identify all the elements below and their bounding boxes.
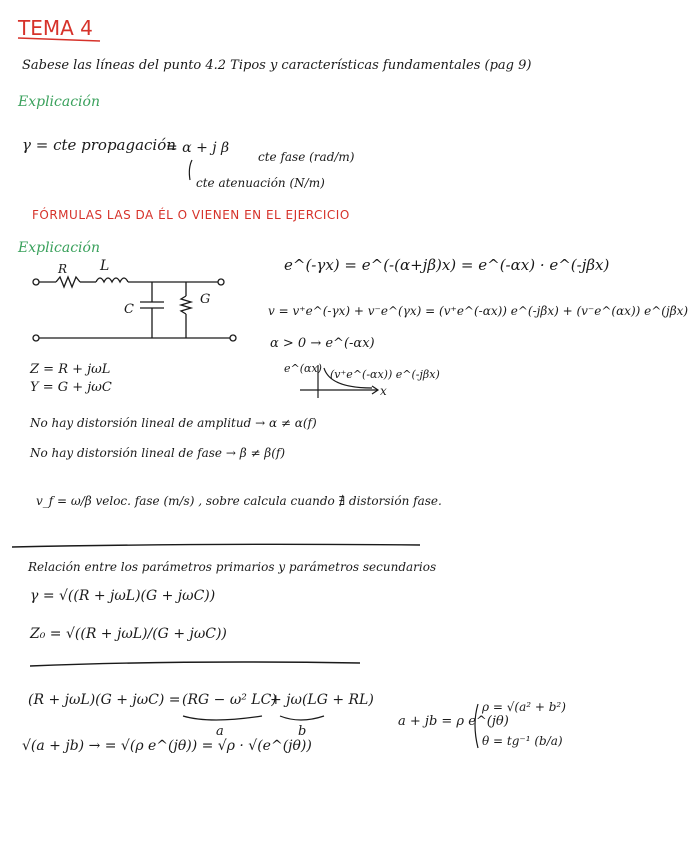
polar-form: a + jb = ρ e^(jθ) [398, 714, 509, 729]
theta-formula: θ = tg⁻¹ (b/a) [482, 734, 563, 748]
label-G: G [200, 292, 211, 307]
underbrace-a-label: a [216, 724, 224, 739]
intro-line: Sabese las líneas del punto 4.2 Tipos y características fundamentales (pag 9) [22, 58, 532, 73]
underbrace-b-label: b [298, 724, 307, 739]
explicacion-heading-2: Explicación [18, 240, 100, 256]
voltage-equation: v = v⁺e^(-γx) + v⁻e^(γx) = (v⁺e^(-αx)) e^(-jβx) + (v⁻e^(αx)) e^(jβx) [268, 304, 688, 318]
inductor-symbol [96, 278, 128, 282]
admittance-eq: Y = G + jωC [30, 380, 112, 395]
alpha-positive: α > 0 → e^(-αx) [270, 336, 375, 351]
expansion-imag: + jω(LG + RL) [270, 692, 374, 708]
gamma-definition: γ = cte propagación [22, 136, 176, 154]
conductance-symbol [181, 296, 191, 314]
divider-1 [12, 544, 420, 547]
sqrt-derivation: √(a + jb) → = √(ρ e^(jθ)) = √ρ · √(e^(jθ)) [22, 738, 312, 754]
z0-formula: Z₀ = √((R + jωL)/(G + jωC)) [30, 626, 227, 642]
resistor-symbol [56, 277, 80, 287]
expansion-real: (RG − ω² LC) [182, 692, 277, 708]
underbrace-a [183, 716, 262, 720]
warning-note: FÓRMULAS LAS DA ÉL O VIENEN EN EL EJERCICIO [32, 208, 350, 222]
graph-axis-label: x [380, 384, 387, 398]
no-distortion-amplitude: No hay distorsión lineal de amplitud → α ≠ α(f) [30, 416, 317, 430]
exp-equation: e^(-γx) = e^(-(α+jβ)x) = e^(-αx) · e^(-jβx) [284, 256, 610, 274]
alpha-note: cte atenuación (N/m) [196, 176, 325, 190]
circuit-diagram [33, 277, 236, 341]
impedance-eq: Z = R + jωL [30, 362, 111, 377]
expansion-lhs: (R + jωL)(G + jωC) = [28, 692, 181, 708]
gamma-formula: γ = √((R + jωL)(G + jωC)) [30, 588, 216, 604]
label-R: R [58, 262, 68, 276]
divider-2 [30, 662, 360, 666]
brace-line [189, 160, 192, 180]
label-L: L [100, 258, 110, 274]
beta-note: cte fase (rad/m) [258, 150, 355, 164]
rho-formula: ρ = √(a² + b²) [482, 700, 566, 714]
gamma-components: = α + j β [166, 140, 230, 156]
label-C: C [124, 302, 134, 317]
graph-curve-label: (v⁺e^(-αx)) e^(-jβx) [330, 368, 440, 381]
page-title: TEMA 4 [18, 16, 93, 40]
underbrace-b [280, 716, 324, 720]
graph-left-label: e^(αx) [284, 362, 322, 375]
explicacion-heading-1: Explicación [18, 94, 100, 110]
relation-heading: Relación entre los parámetros primarios y parámetros secundarios [28, 560, 437, 574]
no-distortion-phase: No hay distorsión lineal de fase → β ≠ β(f) [30, 446, 286, 460]
phase-velocity: v_f = ω/β veloc. fase (m/s) , sobre calcula cuando ∄ distorsión fase. [36, 494, 442, 508]
